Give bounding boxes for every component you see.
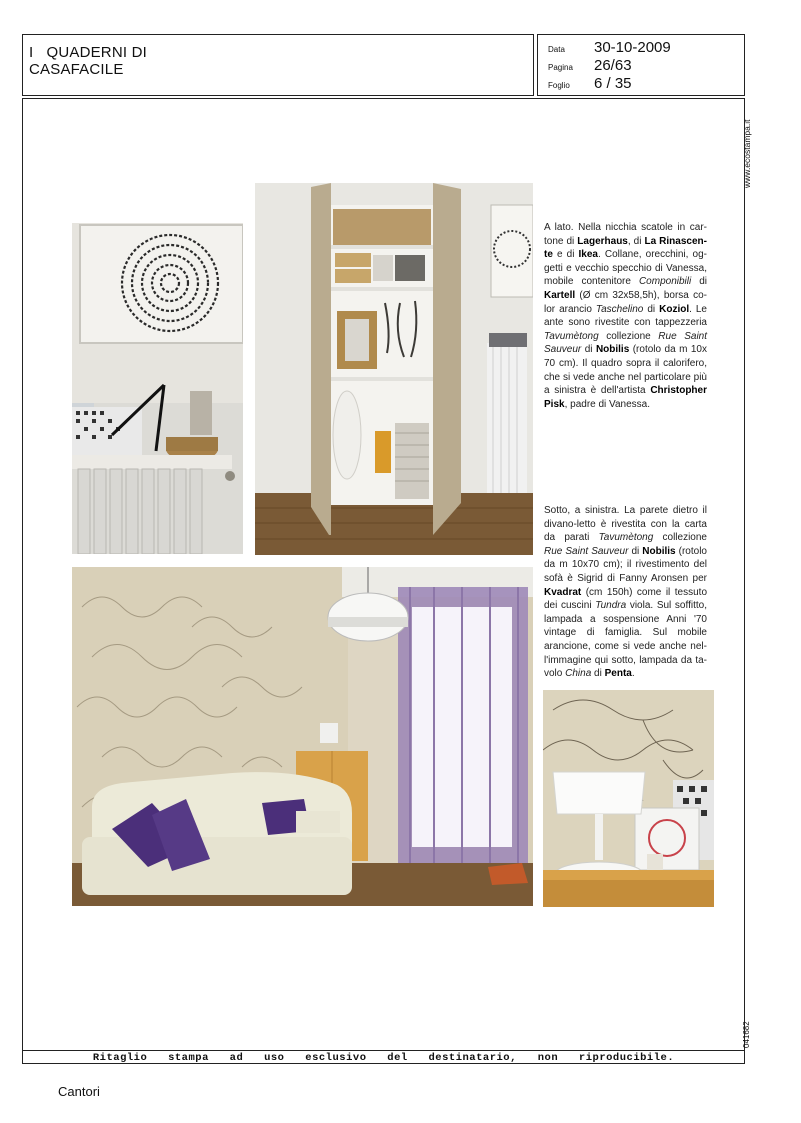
sheet-label: Foglio	[548, 81, 570, 90]
date-label: Data	[548, 45, 565, 54]
caption1-run: (rotolo da m 10x 70 cm). Il quadro sopra il calorifero, che si vede anche nel particolare più a sinistra è dell'artista	[544, 344, 707, 397]
side-url-text: www.ecostampa.it	[742, 119, 752, 188]
publication-name-line1: I QUADERNI DI	[29, 44, 148, 61]
caption1-run: di	[643, 303, 660, 315]
caption1-run: Kartell	[544, 289, 576, 301]
page-value: 26/63	[594, 57, 632, 74]
caption2-run: .	[631, 668, 635, 680]
caption1-run: (Ø cm 32x58,5h), borsa color arancio	[544, 289, 707, 315]
caption2-run: di	[591, 668, 605, 680]
caption1-run: A lato. Nella nicchia scatole in cartone di	[544, 222, 707, 247]
caption1-run: Componibili	[638, 276, 692, 288]
caption2-run: China	[565, 668, 592, 680]
caption1-run: Christopher Pisk	[544, 385, 707, 410]
caption1-run: . Collane, orecchini, oggetti e vecchio specchio di Vanessa, mobile contenitore	[544, 249, 707, 288]
photo-table-lamp	[543, 690, 714, 907]
caption1-run: Nobilis	[595, 344, 630, 356]
caption1-run: Lagerhaus	[577, 235, 628, 247]
caption1-run: di	[691, 276, 707, 288]
caption2-run: (rotolo da m 10x70 cm); il rivestimento del sofà è Sigrid di Fanny Aronsen per	[544, 545, 707, 584]
caption1-run: Koziol	[659, 303, 690, 315]
caption1-run: e di	[552, 249, 579, 261]
caption2-run: Tundra	[595, 600, 627, 612]
sheet-row	[548, 75, 632, 92]
page-row	[548, 57, 632, 74]
side-url	[742, 110, 760, 190]
caption2-run: collezione	[653, 532, 707, 544]
publication-name-line2: CASAFACILE	[29, 61, 124, 78]
caption2-run: viola. Sul soffitto, lampada a sospensione Anni '70 vintage di famiglia. Sul mobile arancione, come si vede anche nell'immagine qui sotto, lampada da tavolo	[544, 600, 707, 680]
caption-bottom	[544, 504, 707, 681]
side-code-text: 041682	[742, 1021, 751, 1048]
caption1-run: . Le ante sono rivestite con tappezzeria	[544, 303, 707, 329]
footer-divider	[22, 1050, 745, 1051]
publication-box	[22, 34, 534, 96]
side-code	[742, 1010, 760, 1050]
caption2-run: di	[628, 545, 643, 557]
caption1-run: collezione	[598, 330, 659, 342]
photo-wardrobe-niche	[255, 183, 533, 555]
photo-radiator-artwork	[72, 223, 243, 554]
photo-living-room	[72, 567, 533, 906]
caption-top	[544, 221, 707, 411]
page-label: Pagina	[548, 63, 573, 72]
caption1-run: di	[581, 344, 596, 356]
caption1-run: Tavumètong	[544, 330, 599, 342]
caption2-run: Penta	[604, 668, 632, 680]
footer-notice: Ritaglio stampa ad uso esclusivo del destinatario, non riproducibile.	[92, 1052, 675, 1064]
publication-name	[29, 44, 147, 78]
caption1-run: Rue Saint Sauveur	[544, 330, 708, 356]
caption2-run: Tavumètong	[598, 532, 654, 544]
caption2-run: (cm 150h) come il tessuto dei cuscini	[544, 586, 707, 612]
date-value: 30-10-2009	[594, 39, 671, 56]
caption1-run: , padre di Vanessa.	[564, 398, 651, 410]
caption2-run: Rue Saint Sauveur	[544, 545, 629, 557]
caption2-run: Nobilis	[642, 545, 676, 557]
date-row	[548, 39, 671, 56]
caption1-run: , di	[627, 235, 645, 247]
caption1-run: Taschelino	[595, 303, 644, 315]
caption2-run: Sotto, a sinistra. La parete dietro il divano-letto è rivestita con la carta da parati	[544, 505, 707, 544]
caption1-run: Ikea	[578, 249, 598, 261]
client-name: Cantori	[58, 1084, 100, 1099]
caption2-run: Kvadrat	[544, 586, 582, 598]
sheet-value: 6 / 35	[594, 75, 632, 92]
metadata-box	[537, 34, 745, 96]
caption1-run: La Rinascente	[544, 235, 707, 261]
